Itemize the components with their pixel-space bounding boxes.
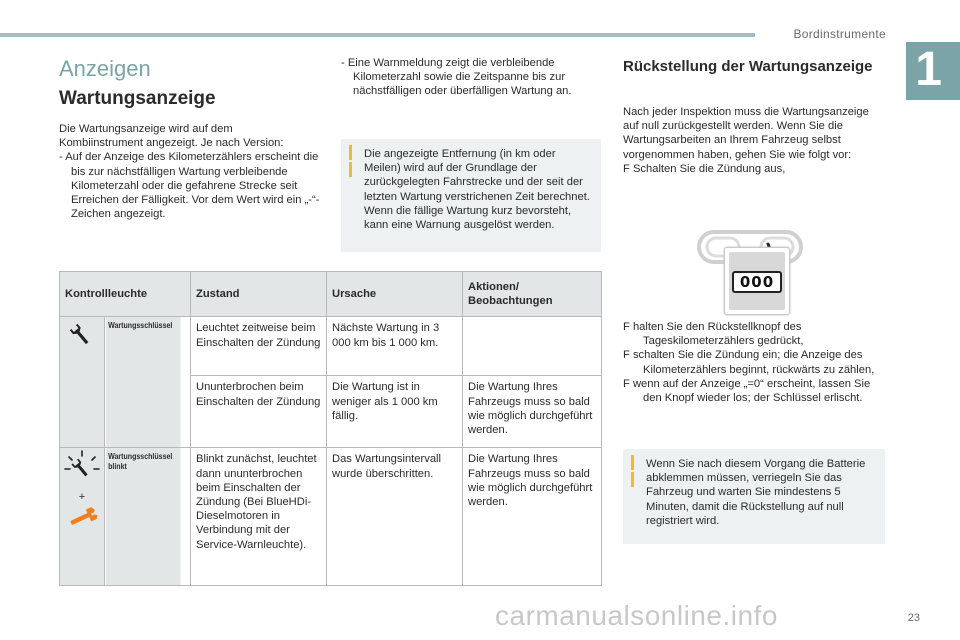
intro-line-2: Kombiinstrument angezeigt. Je nach Version: [59, 137, 284, 150]
note-text-1: Die angezeigte Entfernung (in km oder Meilen) wird auf der Grundlage der zurückgelegten Fahrstrecke und der seit der letzten Wartung verstrichenen Zeit berechnet. [364, 148, 590, 203]
table-cell: Ununterbrochen beim Einschalten der Zündung [191, 376, 327, 448]
icon-cell [60, 448, 105, 586]
table-cell: Nächste Wartung in 3 000 km bis 1 000 km. [327, 317, 463, 376]
odometer-panel [729, 252, 785, 310]
info-icon-stem [631, 472, 634, 487]
page-title: Anzeigen [59, 56, 151, 81]
info-icon [349, 145, 352, 160]
table-cell: Die Wartung Ihres Fahrzeugs muss so bald wie möglich durchgeführt werden. [463, 448, 602, 586]
section-title: Wartungsanzeige [59, 88, 216, 109]
table-row [60, 448, 602, 586]
watermark: carmanualsonline.info [495, 600, 778, 631]
table-cell [463, 317, 602, 376]
info-note [341, 139, 601, 252]
wrench-icon [60, 317, 104, 357]
warning-light-name: Wartungsschlüssel blinkt [105, 448, 181, 586]
list-item: - Auf der Anzeige des Kilometerzählers erscheint die bis zur nächstfälligen Wartung verbleibende Kilometerzahl oder die gefahrene Strecke seit Erreichen der Fälligkeit. Vor dem Wert wird ein „-“-Zeichen angezeigt. [59, 151, 320, 221]
warning-light-name: Wartungsschlüssel [105, 317, 181, 448]
list-item: F wenn auf der Anzeige „=0“ erscheint, lassen Sie den Knopf wieder los; der Schlüssel erlischt. [623, 377, 871, 405]
info-icon [631, 455, 634, 470]
reset-steps [623, 320, 885, 405]
reset-intro [623, 105, 885, 176]
info-icon-stem [349, 162, 352, 177]
table-cell: Blinkt zunächst, leuchtet dann ununterbrochen beim Einschalten der Zündung (Bei BlueHDi-Dieselmotoren in Verbindung mit der Service-Warnleuchte). [191, 448, 327, 586]
intro-text [59, 122, 324, 221]
list-item: F schalten Sie die Zündung ein; die Anzeige des Kilometerzählers beginnt, rückwärts zu zählen, [623, 349, 875, 376]
header-aktionen: Aktionen/ Beobachtungen [463, 272, 602, 317]
icon-cell [60, 317, 105, 448]
orange-wrench-icon [60, 503, 104, 533]
table-cell: Das Wartungsintervall wurde überschritten. [327, 448, 463, 586]
chapter-number: 1 [915, 43, 942, 96]
info-note [623, 449, 885, 544]
plus-sign: + [78, 490, 86, 503]
reset-section-title: Rückstellung der Wartungsanzeige [623, 58, 873, 75]
table-row [60, 317, 602, 376]
table-cell: Die Wartung ist in weniger als 1 000 km fällig. [327, 376, 463, 448]
warning-light-table [59, 271, 602, 586]
reset-intro-text: Nach jeder Inspektion muss die Wartungsanzeige auf null zurückgestellt werden. Wenn Sie die Wartungsarbeiten an Ihrem Fahrzeug selbst vorgenommen haben, gehen Sie wie folgt vor: [623, 106, 869, 161]
table-header-row [60, 272, 602, 317]
blinking-wrench-icon [60, 448, 104, 486]
section-header: Bordinstrumente [793, 27, 886, 41]
header-kontrollleuchte: Kontrollleuchte [60, 272, 191, 317]
header-ursache: Ursache [327, 272, 463, 317]
odometer-display [724, 247, 790, 315]
note-text: Wenn Sie nach diesem Vorgang die Batterie abklemmen müssen, verriegeln Sie das Fahrzeug und warten Sie mindestens 5 Minuten, damit die Rückstellung auf null registriert wird. [646, 458, 866, 527]
table-cell: Die Wartung Ihres Fahrzeugs muss so bald wie möglich durchgeführt werden. [463, 376, 602, 448]
page-number: 23 [907, 612, 920, 624]
odometer-value: 000 [732, 271, 782, 293]
note-text-2: Wenn die fällige Wartung kurz bevorsteht, kann eine Warnung ausgelöst werden. [364, 204, 572, 232]
header-zustand: Zustand [191, 272, 327, 317]
list-item: F halten Sie den Rückstellknopf des Tageskilometerzählers gedrückt, [623, 321, 804, 348]
list-item: F Schalten Sie die Zündung aus, [623, 162, 786, 175]
list-item: - Eine Warnmeldung zeigt die verbleibende Kilometerzahl sowie die Zeitspanne bis zur nächstfälligen oder überfälligen Wartung an. [341, 57, 572, 98]
header-rule [0, 33, 755, 37]
intro-line-1: Die Wartungsanzeige wird auf dem [59, 123, 233, 135]
table-cell: Leuchtet zeitweise beim Einschalten der Zündung [191, 317, 327, 376]
